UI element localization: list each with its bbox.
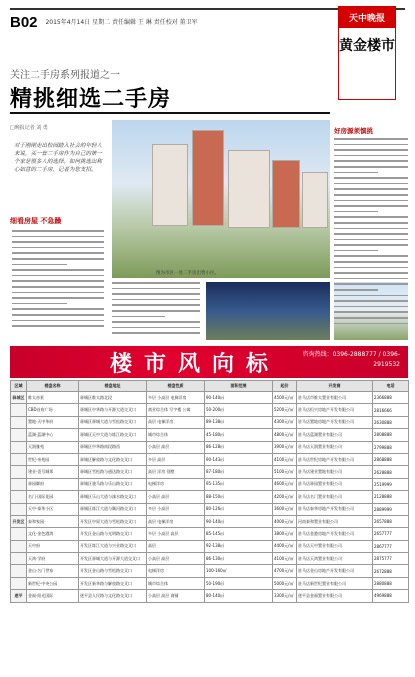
table-cell: 100-160㎡: [205, 565, 273, 577]
district-cell: [11, 429, 27, 441]
text-line: [334, 222, 408, 224]
logo-name: 天中晚报: [339, 7, 395, 28]
table-cell: 开发区金山路与雪松路交叉口: [79, 565, 147, 577]
text-line: [334, 166, 408, 168]
table-row: [11, 503, 409, 515]
text-line: [334, 311, 408, 313]
district-cell: [11, 441, 27, 453]
text-line: [112, 282, 200, 284]
text-line: [334, 272, 408, 274]
table-cell: 85-145㎡: [205, 528, 273, 540]
district-cell: [11, 491, 27, 503]
table-body: [11, 392, 409, 603]
table-cell: CBD首府广场: [27, 404, 79, 416]
listing-banner: [10, 346, 408, 378]
table-cell: 87-180㎡: [205, 466, 273, 478]
table-cell: 2875777: [373, 553, 409, 565]
text-line: [334, 160, 408, 162]
table-cell: 开发区中原大道与雪松路交叉口: [79, 515, 147, 527]
text-line: [334, 177, 408, 179]
text-line: [112, 327, 200, 329]
table-cell: 80-140㎡: [205, 590, 273, 602]
table-cell: 驿城区维太路北段: [79, 392, 147, 404]
body-column-2: [112, 282, 200, 338]
text-line: [334, 188, 408, 190]
photo-building: [302, 172, 328, 228]
table-cell: 驿城区骏马路与乐山路交叉口: [79, 478, 147, 490]
table-cell: 泰和家园: [27, 515, 79, 527]
table-cell: 5000元/㎡: [273, 577, 297, 589]
table-cell: 驻马店驿园置业有限公司: [297, 478, 373, 490]
table-cell: 驿园御府: [27, 478, 79, 490]
photo-building: [272, 160, 300, 228]
text-line: [334, 228, 408, 230]
table-cell: 天润雅苑: [27, 441, 79, 453]
text-line: [12, 247, 104, 249]
table-cell: 金福·阳光国际: [27, 590, 79, 602]
text-line: [334, 205, 408, 207]
district-cell: [11, 553, 27, 565]
text-line: [334, 300, 408, 302]
table-cell: 86-130㎡: [205, 553, 273, 565]
text-line: [112, 299, 200, 301]
table-cell: 驻马店金港房地产开发有限公司: [297, 528, 373, 540]
text-line: [12, 241, 104, 243]
table-cell: 3800元/㎡: [273, 528, 297, 540]
text-line: [334, 138, 408, 140]
text-line: [12, 230, 104, 232]
table-cell: 驿城区乐山大道与溱水路交叉口: [79, 491, 147, 503]
text-line: [112, 321, 200, 323]
series-title: 关注二手房系列报道之一: [10, 70, 120, 81]
table-cell: 金山·名门世家: [27, 565, 79, 577]
district-cell: 遂平: [11, 590, 27, 602]
table-cell: 电梯洋房: [147, 478, 205, 490]
property-table: [10, 380, 409, 603]
table-cell: 90-143㎡: [205, 453, 273, 465]
table-cell: 小高层 高层: [147, 491, 205, 503]
table-cell: 2808888: [373, 429, 409, 441]
district-cell: [11, 503, 27, 515]
issue-info: 2015年4月14日 星期二 责任编辑 王 琳 责任校对 董卫军: [45, 19, 198, 26]
table-cell: 4000元/㎡: [273, 515, 297, 527]
table-cell: 驿城区中华路南段路西: [79, 441, 147, 453]
text-line: [12, 264, 67, 266]
text-line: [12, 280, 104, 282]
table-cell: 驻马店市维太置业有限公司: [297, 392, 373, 404]
text-line: [334, 255, 408, 257]
table-cell: 驻马店金山房地产开发有限公司: [297, 565, 373, 577]
text-line: [334, 267, 408, 269]
table-header-cell: 起价: [273, 381, 297, 392]
table-cell: 4200元/㎡: [273, 491, 297, 503]
district-cell: [11, 404, 27, 416]
table-cell: 文化·金色港湾: [27, 528, 79, 540]
text-line: [334, 216, 408, 218]
text-line: [12, 275, 104, 277]
district-cell: [11, 577, 27, 589]
table-cell: 4500元/㎡: [273, 392, 297, 404]
table-cell: 开发区新华路与解放路交叉口: [79, 577, 147, 589]
text-line: [334, 155, 408, 157]
byline: □晚报记者 刘 勇: [10, 125, 48, 131]
table-cell: 4700元/㎡: [273, 565, 297, 577]
table-cell: 蓝湖·蓝湖中心: [27, 429, 79, 441]
table-cell: 高层: [147, 540, 205, 552]
district-cell: [11, 416, 27, 428]
table-row: [11, 491, 409, 503]
table-cell: 2628888: [373, 466, 409, 478]
intro-text: 对于刚刚走出校园踏入社会的年轻人来说，买一套二手房作为自己的第一个家是很多人的选择。如何挑选出称心如意的二手房，记者为您支招。: [14, 143, 103, 173]
table-header-row: [11, 381, 409, 392]
text-line: [334, 283, 408, 285]
text-line: [12, 236, 104, 238]
table-cell: 开发区驿城大道与开源大道交叉口: [79, 553, 147, 565]
body-column-1: [12, 230, 104, 331]
table-cell: 电梯洋房: [147, 565, 205, 577]
text-line: [334, 233, 408, 235]
table-cell: 2657777: [373, 528, 409, 540]
district-cell: [11, 453, 27, 465]
text-line: [334, 149, 408, 151]
table-cell: 驻马店天润置业有限公司: [297, 441, 373, 453]
table-cell: 驻马店置地房地产开发有限公司: [297, 416, 373, 428]
table-row: [11, 577, 409, 589]
table-cell: 高层 电梯洋房: [147, 515, 205, 527]
table-cell: 驿城区天中大道与练江路交叉口: [79, 429, 147, 441]
table-cell: 92-138㎡: [205, 540, 273, 552]
text-line: [334, 295, 408, 297]
table-cell: 小高层 高层 商铺: [147, 590, 205, 602]
table-cell: 2889999: [373, 503, 409, 515]
text-line: [334, 306, 408, 308]
table-cell: 2816666: [373, 404, 409, 416]
table-row: [11, 453, 409, 465]
table-cell: 城市综合体: [147, 429, 205, 441]
table-cell: 多层 小高层 高层: [147, 528, 205, 540]
text-line: [112, 316, 165, 318]
table-row: [11, 416, 409, 428]
text-line: [334, 194, 408, 196]
text-line: [112, 288, 200, 290]
district-cell: 驿城区: [11, 392, 27, 404]
table-cell: 驻马店泰华房地产开发有限公司: [297, 503, 373, 515]
table-cell: 3300元/㎡: [273, 590, 297, 602]
section-subhead: 细看房屋 不急躁: [10, 217, 62, 225]
banner-title: 楼市风向标: [110, 352, 281, 377]
text-line: [334, 250, 378, 252]
text-line: [112, 293, 200, 295]
photo-building: [228, 150, 270, 228]
table-cell: 维太帝景: [27, 392, 79, 404]
table-row: [11, 478, 409, 490]
table-cell: 驿城区中华路与开源大道交叉口: [79, 404, 147, 416]
table-cell: 开发区金山路与光明路交叉口: [79, 528, 147, 540]
table-cell: 遂平县金福置业有限公司: [297, 590, 373, 602]
table-cell: 驻马店天中置业有限公司: [297, 540, 373, 552]
table-cell: 小高层 高层: [147, 553, 205, 565]
table-cell: 90-140㎡: [205, 515, 273, 527]
headline-rule: [10, 112, 330, 114]
text-line: [12, 252, 104, 254]
table-cell: 驻马店建业置地有限公司: [297, 466, 373, 478]
text-line: [334, 211, 378, 213]
table-cell: 天中·泰华小区: [27, 503, 79, 515]
headline: 精挑细选二手房: [10, 87, 172, 112]
table-cell: 驿城区解放路与文化路交叉口: [79, 453, 147, 465]
table-header-cell: 楼盘名称: [27, 381, 79, 392]
table-header-cell: 楼盘地址: [79, 381, 147, 392]
table-cell: 90-140㎡: [205, 392, 273, 404]
text-line: [12, 314, 104, 316]
table-cell: 4600元/㎡: [273, 478, 297, 490]
table-cell: 驻马店名门置业有限公司: [297, 491, 373, 503]
table-cell: 驻马店天鸿置业有限公司: [297, 553, 373, 565]
table-cell: 2657888: [373, 515, 409, 527]
table-cell: 河南泰和置业有限公司: [297, 515, 373, 527]
table-row: [11, 590, 409, 602]
table-cell: 商业综合体 写字楼 公寓: [147, 404, 205, 416]
table-row: [11, 515, 409, 527]
table-cell: 2366888: [373, 392, 409, 404]
table-cell: 4300元/㎡: [273, 416, 297, 428]
table-cell: 遂平县人民路与文化路交叉口: [79, 590, 147, 602]
table-cell: 2672888: [373, 565, 409, 577]
text-line: [334, 239, 408, 241]
district-cell: [11, 478, 27, 490]
text-line: [12, 292, 104, 294]
table-cell: 驿城区驿城大道与雪松路交叉口: [79, 416, 147, 428]
table-cell: 建业·壹号城邦: [27, 466, 79, 478]
table-row: [11, 528, 409, 540]
table-cell: 2867777: [373, 540, 409, 552]
page-number: B02: [10, 14, 38, 31]
table-cell: 多层 小高层 电梯洋房: [147, 392, 205, 404]
table-row: [11, 540, 409, 552]
table-cell: 5200元/㎡: [273, 404, 297, 416]
table-cell: 2128888: [373, 491, 409, 503]
text-line: [12, 286, 104, 288]
text-line: [12, 320, 104, 322]
table-cell: 50-190㎡: [205, 577, 273, 589]
district-cell: [11, 540, 27, 552]
text-line: [334, 144, 408, 146]
table-row: [11, 392, 409, 404]
table-cell: 4100元/㎡: [273, 453, 297, 465]
table-cell: 4969888: [373, 590, 409, 602]
table-cell: 驻马店世纪房地产开发有限公司: [297, 453, 373, 465]
table-cell: 2519999: [373, 478, 409, 490]
table-cell: 2868888: [373, 453, 409, 465]
district-cell: [11, 466, 27, 478]
table-cell: 驻马店恒兴房地产开发有限公司: [297, 404, 373, 416]
text-line: [334, 172, 378, 174]
newspaper-logo: [338, 6, 396, 100]
table-header-cell: 区域: [11, 381, 27, 392]
table-header-cell: 开发商: [297, 381, 373, 392]
side-subhead: 好房源须慎挑: [334, 127, 373, 135]
table-cell: 4800元/㎡: [273, 429, 297, 441]
night-photo: [206, 282, 330, 340]
table-cell: 名门·国际花园: [27, 491, 79, 503]
table-cell: 3900元/㎡: [273, 441, 297, 453]
table-cell: 4400元/㎡: [273, 540, 297, 552]
photo-building: [152, 144, 188, 226]
table-cell: 88-150㎡: [205, 491, 273, 503]
text-line: [112, 332, 200, 334]
hotline: 咨询热线：0396-2888777 / 0396-2919532: [302, 351, 400, 368]
table-cell: 天中府: [27, 540, 79, 552]
table-cell: 驻马店新世纪置业有限公司: [297, 577, 373, 589]
table-cell: 5100元/㎡: [273, 466, 297, 478]
photo-building: [192, 130, 224, 226]
main-photo: [112, 120, 330, 278]
table-cell: 2799888: [373, 441, 409, 453]
table-cell: 高层 洋房 别墅: [147, 466, 205, 478]
text-line: [334, 200, 408, 202]
table-cell: 2880888: [373, 577, 409, 589]
table-header-cell: 面积范围: [205, 381, 273, 392]
text-line: [334, 261, 408, 263]
text-line: [334, 289, 378, 291]
table-cell: 新世纪·中央公园: [27, 577, 79, 589]
table-cell: 城市综合体: [147, 577, 205, 589]
text-line: [334, 323, 408, 325]
table-cell: 驿城区雪松路与通达路交叉口: [79, 466, 147, 478]
district-cell: [11, 528, 27, 540]
page-header: [10, 14, 198, 31]
text-line: [334, 278, 408, 280]
table-header-cell: 电话: [373, 381, 409, 392]
table-cell: 置地·天中华府: [27, 416, 79, 428]
table-cell: 开发区练江大道与兴业路交叉口: [79, 540, 147, 552]
text-line: [334, 183, 408, 185]
table-cell: 89-138㎡: [205, 416, 273, 428]
table-cell: 50-200㎡: [205, 404, 273, 416]
table-cell: 多层 小高层: [147, 503, 205, 515]
table-cell: 天鸿·学府: [27, 553, 79, 565]
text-line: [334, 317, 408, 319]
table-row: [11, 441, 409, 453]
table-cell: 4100元/㎡: [273, 553, 297, 565]
table-cell: 高层 电梯洋房: [147, 416, 205, 428]
table-cell: 小高层 高层: [147, 441, 205, 453]
table-cell: 80-126㎡: [205, 503, 273, 515]
text-line: [12, 303, 67, 305]
table-cell: 45-180㎡: [205, 429, 273, 441]
table-row: [11, 565, 409, 577]
text-line: [12, 297, 104, 299]
table-cell: 驻马店蓝湖置业有限公司: [297, 429, 373, 441]
table-row: [11, 429, 409, 441]
table-cell: 世纪·帝苑园: [27, 453, 79, 465]
text-line: [12, 258, 104, 260]
section-name: 黄金楼市: [339, 38, 395, 54]
table-cell: 2630888: [373, 416, 409, 428]
table-header-cell: 楼盘性质: [147, 381, 205, 392]
table-cell: 3600元/㎡: [273, 503, 297, 515]
table-row: [11, 553, 409, 565]
text-line: [12, 269, 104, 271]
text-line: [112, 304, 200, 306]
table-cell: 驿城区练江大道与顺河路交叉口: [79, 503, 147, 515]
district-cell: 开发区: [11, 515, 27, 527]
table-row: [11, 466, 409, 478]
table-cell: 多层 高层: [147, 453, 205, 465]
text-line: [334, 244, 408, 246]
body-column-3: [334, 138, 408, 328]
text-line: [12, 325, 104, 327]
table-cell: 95-135㎡: [205, 478, 273, 490]
table-cell: 86-128㎡: [205, 441, 273, 453]
district-cell: [11, 565, 27, 577]
text-line: [12, 308, 104, 310]
table-row: [11, 404, 409, 416]
text-line: [112, 310, 200, 312]
photo-caption: 图为市区一处二手房出售小区。: [156, 271, 219, 276]
